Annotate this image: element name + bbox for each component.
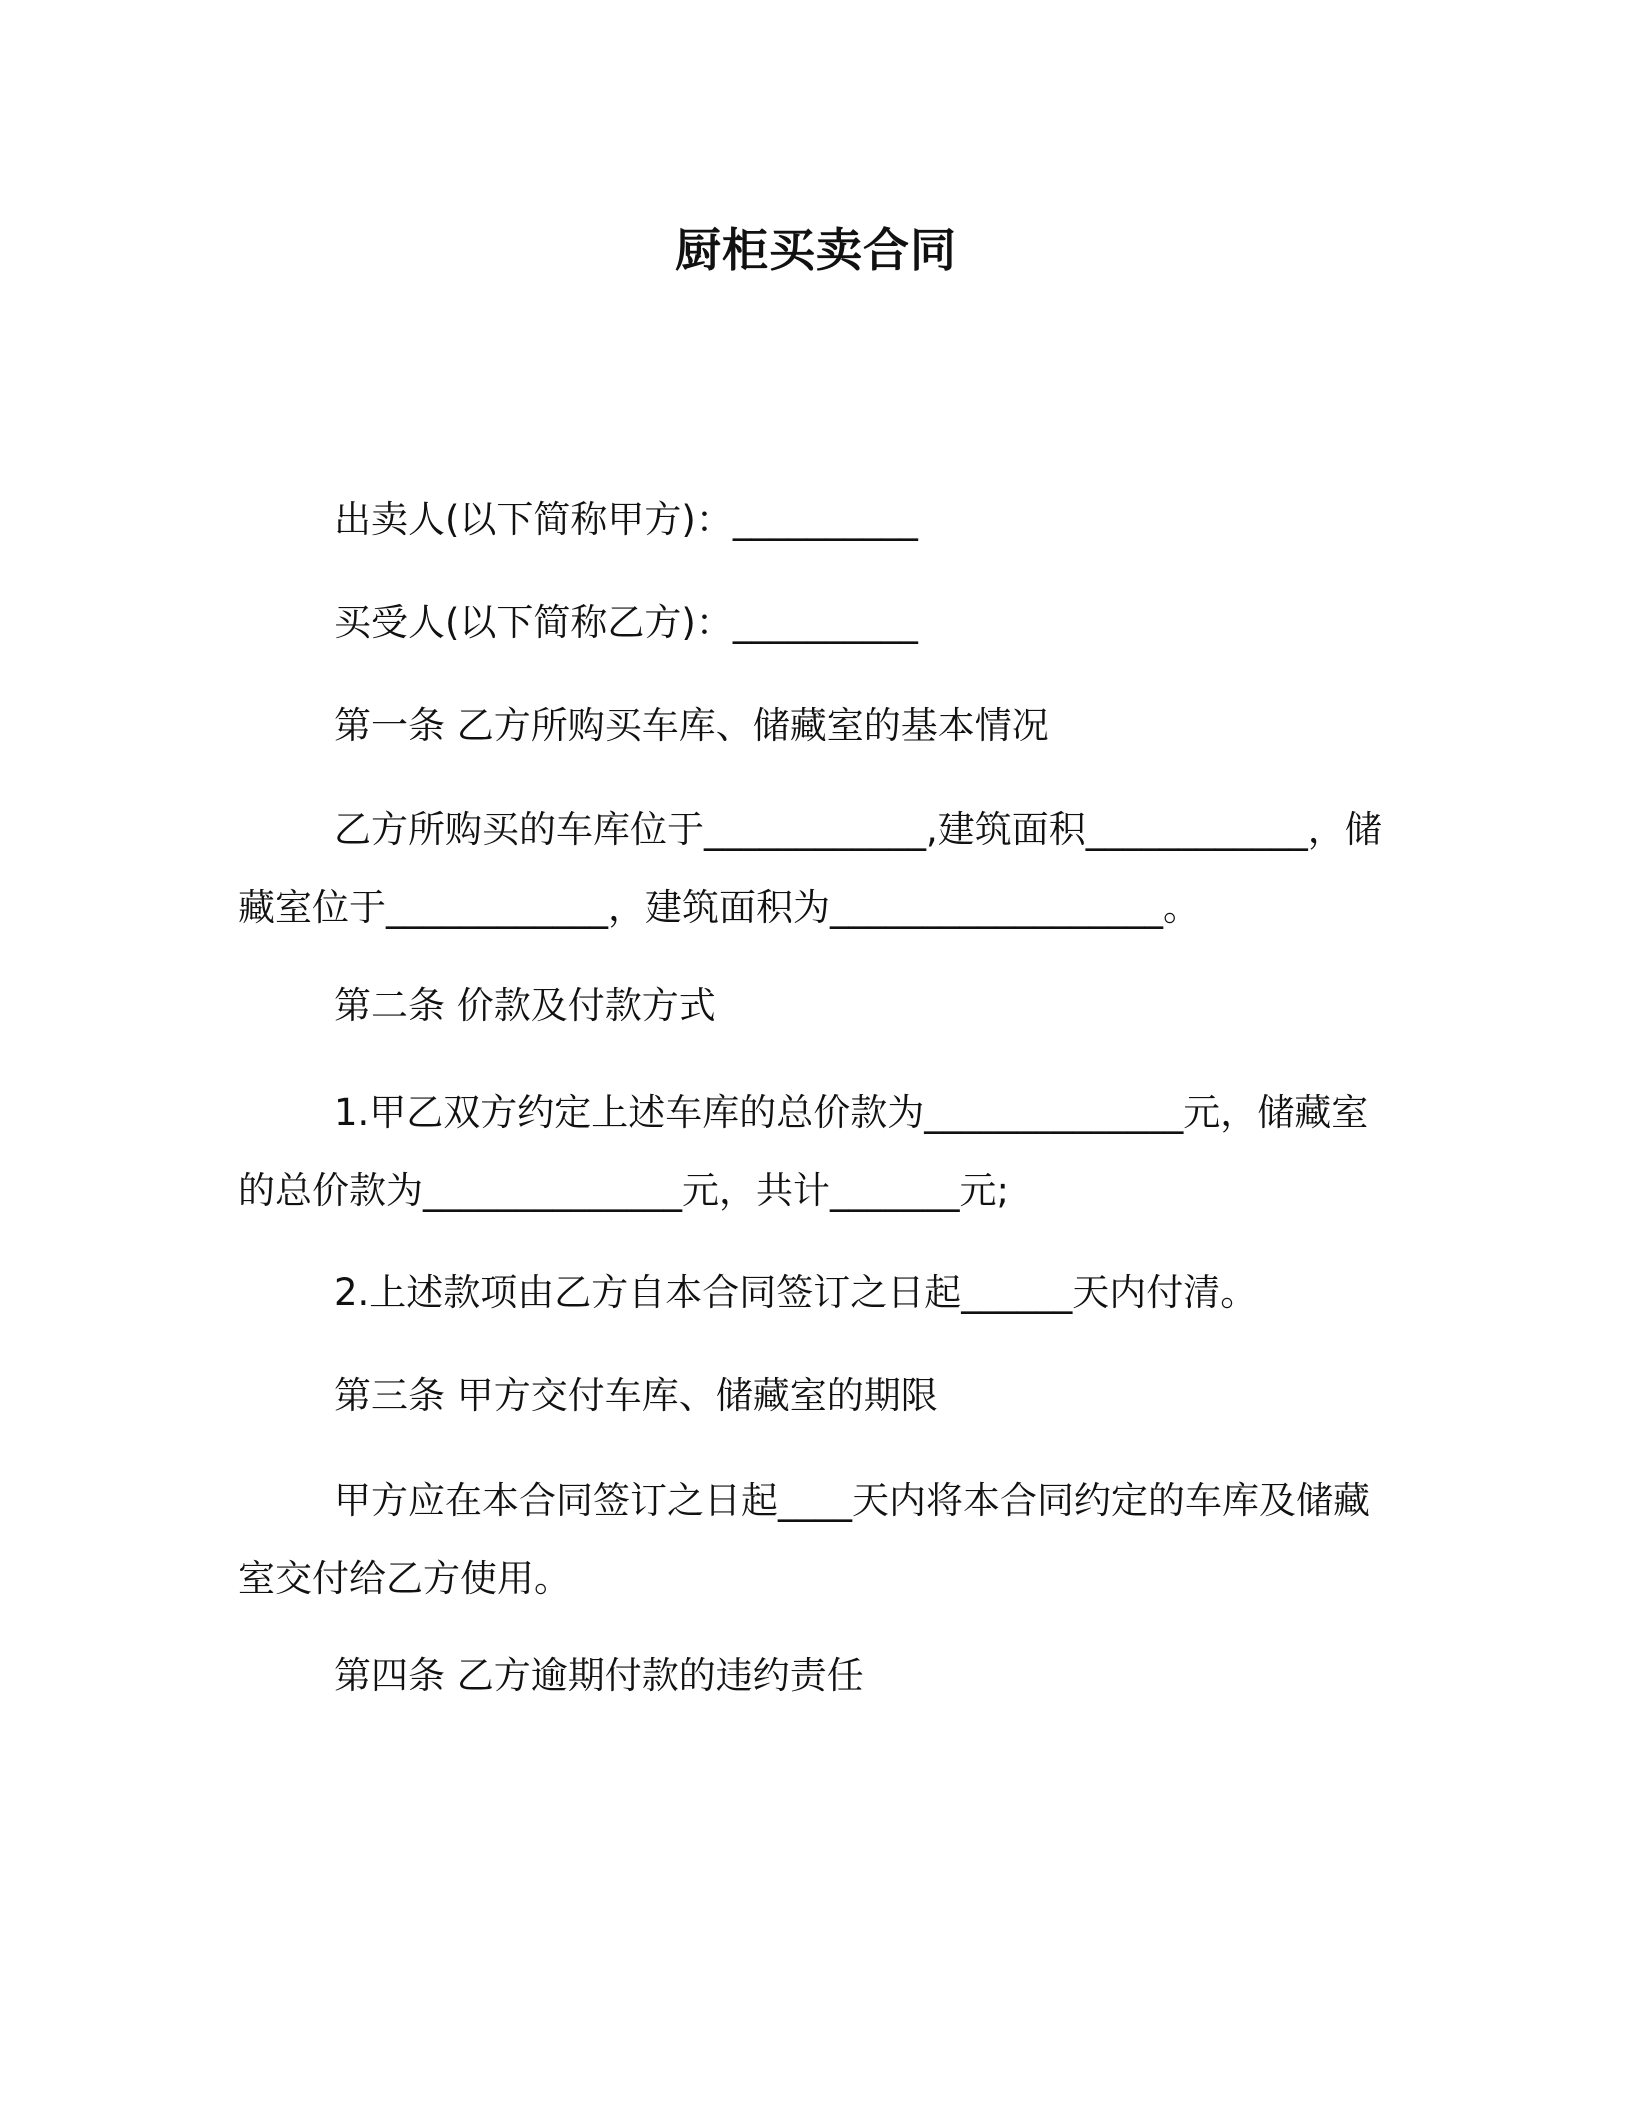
article4-heading: 第四条 乙方逾期付款的违约责任 [334, 1654, 864, 1697]
article3-heading: 第三条 甲方交付车库、储藏室的期限 [334, 1374, 938, 1417]
article3-body: 甲方应在本合同签订之日起____天内将本合同约定的车库及储藏室交付给乙方使用。 [238, 1479, 1370, 1600]
article1-heading: 第一条 乙方所购买车库、储藏室的基本情况 [334, 704, 1049, 747]
article1-body: 乙方所购买的车库位于____________,建筑面积____________，储藏室位于____________，建筑面积为__________________。 [238, 808, 1382, 929]
seller-line: 出卖人(以下简称甲方)：__________ [334, 498, 918, 541]
document-title: 厨柜买卖合同 [675, 223, 957, 277]
article2-heading: 第二条 价款及付款方式 [334, 984, 716, 1027]
article2-item2: 2.上述款项由乙方自本合同签订之日起______天内付清。 [334, 1271, 1258, 1314]
article2-item1: 1.甲乙双方约定上述车库的总价款为______________元，储藏室的总价款为______________元，共计_______元; [238, 1091, 1369, 1212]
buyer-line: 买受人(以下简称乙方)：__________ [334, 601, 918, 644]
